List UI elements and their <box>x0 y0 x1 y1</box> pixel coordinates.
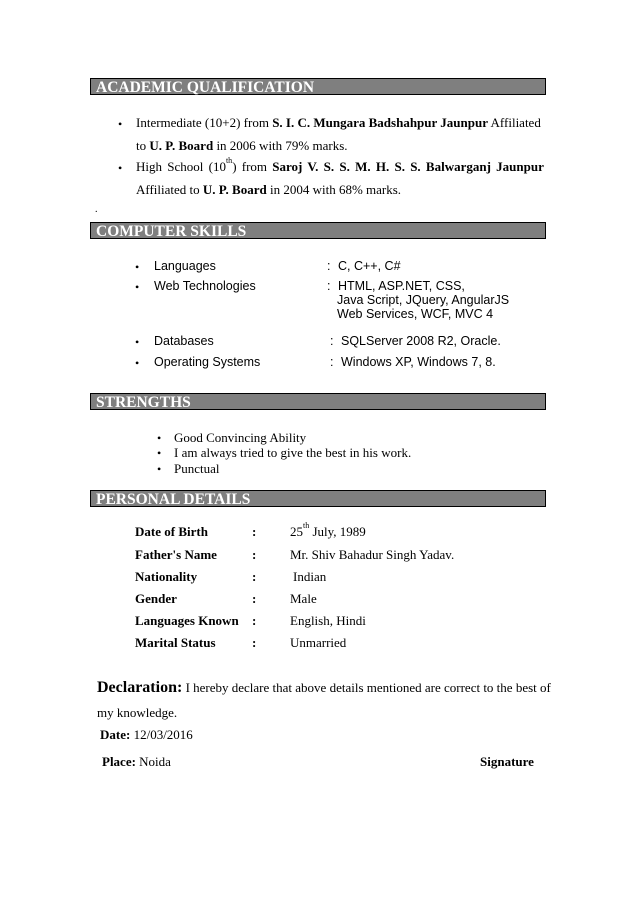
father-name-label: Father's Name <box>135 547 217 562</box>
skill-value-databases: SQLServer 2008 R2, Oracle. <box>341 334 501 348</box>
academic-board: U. P. Board <box>149 138 214 153</box>
nationality-value: Indian <box>293 569 327 584</box>
skill-value-web-3: Web Services, WCF, MVC 4 <box>337 307 494 321</box>
academic-item-2-line2 <box>136 182 401 198</box>
dob-label: Date of Birth <box>135 524 208 539</box>
bullet: • <box>135 356 140 370</box>
academic-board: U. P. Board <box>202 182 267 197</box>
skill-value-os: Windows XP, Windows 7, 8. <box>341 355 496 369</box>
bullet: • <box>135 335 140 349</box>
academic-sup: th <box>225 156 233 165</box>
bullet: • <box>135 260 140 274</box>
declaration-text: I hereby declare that above details mentioned are correct to the best of <box>182 680 551 695</box>
date-label: Date: <box>100 727 131 742</box>
skill-label-databases: Databases <box>154 334 214 348</box>
academic-qualification-header: ACADEMIC QUALIFICATION <box>90 78 546 95</box>
dob-day: 25 <box>290 524 303 539</box>
signature-label: Signature <box>480 754 534 769</box>
strength-item: Good Convincing Ability <box>174 430 307 445</box>
skill-colon: : <box>330 355 334 369</box>
skill-colon: : <box>327 279 331 293</box>
skill-value-web-2: Java Script, JQuery, AngularJS <box>337 293 510 307</box>
pd-colon: : <box>252 613 257 628</box>
bullet: • <box>118 117 123 131</box>
academic-text: in 2004 with 68% marks. <box>266 182 402 197</box>
personal-details-header: PERSONAL DETAILS <box>90 490 546 507</box>
academic-text: ) from <box>232 159 273 174</box>
academic-text: to <box>136 138 150 153</box>
bullet: • <box>157 446 162 460</box>
place-value: Noida <box>135 754 171 769</box>
marital-status-label: Marital Status <box>135 635 216 650</box>
dob-sup: th <box>303 521 310 530</box>
skill-label-os: Operating Systems <box>154 355 261 369</box>
date-value: 12/03/2016 <box>130 727 193 742</box>
marital-status-value: Unmarried <box>290 635 347 650</box>
gender-label: Gender <box>135 591 177 606</box>
skill-label-languages: Languages <box>154 259 216 273</box>
academic-school: S. I. C. Mungara Badshahpur Jaunpur <box>272 115 488 130</box>
academic-text: Affiliated <box>488 115 541 130</box>
pd-colon: : <box>252 635 257 650</box>
academic-text: Intermediate (10+2) from <box>136 115 273 130</box>
academic-text: High School (10 <box>136 159 226 174</box>
skill-colon: : <box>330 334 334 348</box>
declaration-heading: Declaration: <box>97 679 183 696</box>
place-label: Place: <box>102 754 136 769</box>
skill-value-web-1: HTML, ASP.NET, CSS, <box>338 279 465 293</box>
academic-text: Affiliated to <box>136 182 203 197</box>
academic-item-1-line2 <box>136 138 348 154</box>
father-name-value: Mr. Shiv Bahadur Singh Yadav. <box>290 547 455 562</box>
stray-dot: . <box>95 204 98 215</box>
strength-item: Punctual <box>174 461 220 476</box>
bullet: • <box>135 280 140 294</box>
declaration-text-line2: my knowledge. <box>97 705 178 720</box>
place-line <box>102 754 171 770</box>
computer-skills-header: COMPUTER SKILLS <box>90 222 546 239</box>
strength-item: I am always tried to give the best in his work. <box>174 445 412 460</box>
pd-colon: : <box>252 591 257 606</box>
pd-colon: : <box>252 547 257 562</box>
pd-colon: : <box>252 524 257 539</box>
nationality-label: Nationality <box>135 569 198 584</box>
dob-rest: July, 1989 <box>309 524 366 539</box>
bullet: • <box>157 431 162 445</box>
languages-known-value: English, Hindi <box>290 613 366 628</box>
dob-value <box>290 521 366 540</box>
skill-label-web: Web Technologies <box>154 279 256 293</box>
declaration-line1 <box>97 679 551 697</box>
bullet: • <box>118 161 123 175</box>
academic-text: in 2006 with 79% marks. <box>213 138 348 153</box>
gender-value: Male <box>290 591 317 606</box>
academic-item-1-line1 <box>136 115 541 131</box>
bullet: • <box>157 462 162 476</box>
date-line <box>100 727 193 743</box>
academic-item-2-line1 <box>136 156 544 175</box>
strengths-header: STRENGTHS <box>90 393 546 410</box>
skill-colon: : <box>327 259 331 273</box>
academic-school: Saroj V. S. S. M. H. S. S. Balwarganj Jaunpur <box>272 159 544 174</box>
pd-colon: : <box>252 569 257 584</box>
skill-value-languages: C, C++, C# <box>338 259 401 273</box>
languages-known-label: Languages Known <box>135 613 239 628</box>
